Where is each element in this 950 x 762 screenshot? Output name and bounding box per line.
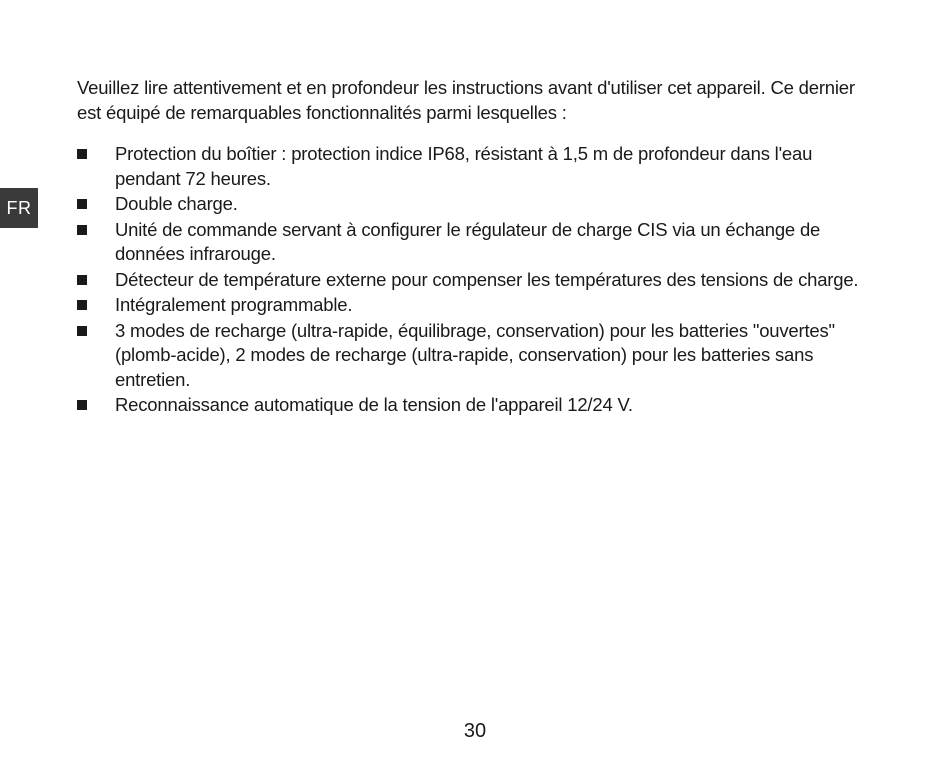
list-item: [77, 142, 877, 191]
black-square-icon: [77, 300, 87, 310]
list-item-text: Détecteur de température externe pour compenser les températures des tensions de charge.: [115, 268, 859, 290]
page-content: [77, 76, 877, 419]
black-square-icon: [77, 326, 87, 336]
list-item-text: Reconnaissance automatique de la tension de l'appareil 12/24 V.: [115, 394, 633, 415]
list-item: [77, 393, 877, 418]
feature-list: [77, 142, 877, 418]
list-item: [77, 293, 877, 318]
black-square-icon: [77, 275, 87, 285]
black-square-icon: [77, 225, 87, 235]
list-item: [77, 268, 877, 293]
page-number: 30: [463, 720, 487, 742]
black-square-icon: [77, 149, 87, 159]
list-item: [77, 192, 877, 217]
list-item: [77, 319, 877, 393]
black-square-icon: [77, 199, 87, 209]
list-item-text: 3 modes de recharge (ultra-rapide, équilibrage, conservation) pour les batteries "ouvertes" (plomb-acide), 2 modes de recharge (ultra-rapide, conservation) pour les batteries sans entretien.: [115, 319, 835, 390]
list-item: [77, 218, 877, 267]
black-square-icon: [77, 400, 87, 410]
list-item-text: Double charge.: [115, 193, 238, 214]
list-item-text: Unité de commande servant à configurer le régulateur de charge CIS via un échange de données infrarouge.: [115, 218, 821, 264]
intro-paragraph: Veuillez lire attentivement et en profondeur les instructions avant d'utiliser cet appareil. Ce dernier est équipé de remarquables fonctionnalités parmi lesquelles :: [77, 77, 855, 123]
language-tab: FR: [0, 188, 38, 228]
list-item-text: Protection du boîtier : protection indice IP68, résistant à 1,5 m de profondeur dans l'eau pendant 72 heures.: [115, 143, 813, 189]
list-item-text: Intégralement programmable.: [115, 294, 353, 315]
